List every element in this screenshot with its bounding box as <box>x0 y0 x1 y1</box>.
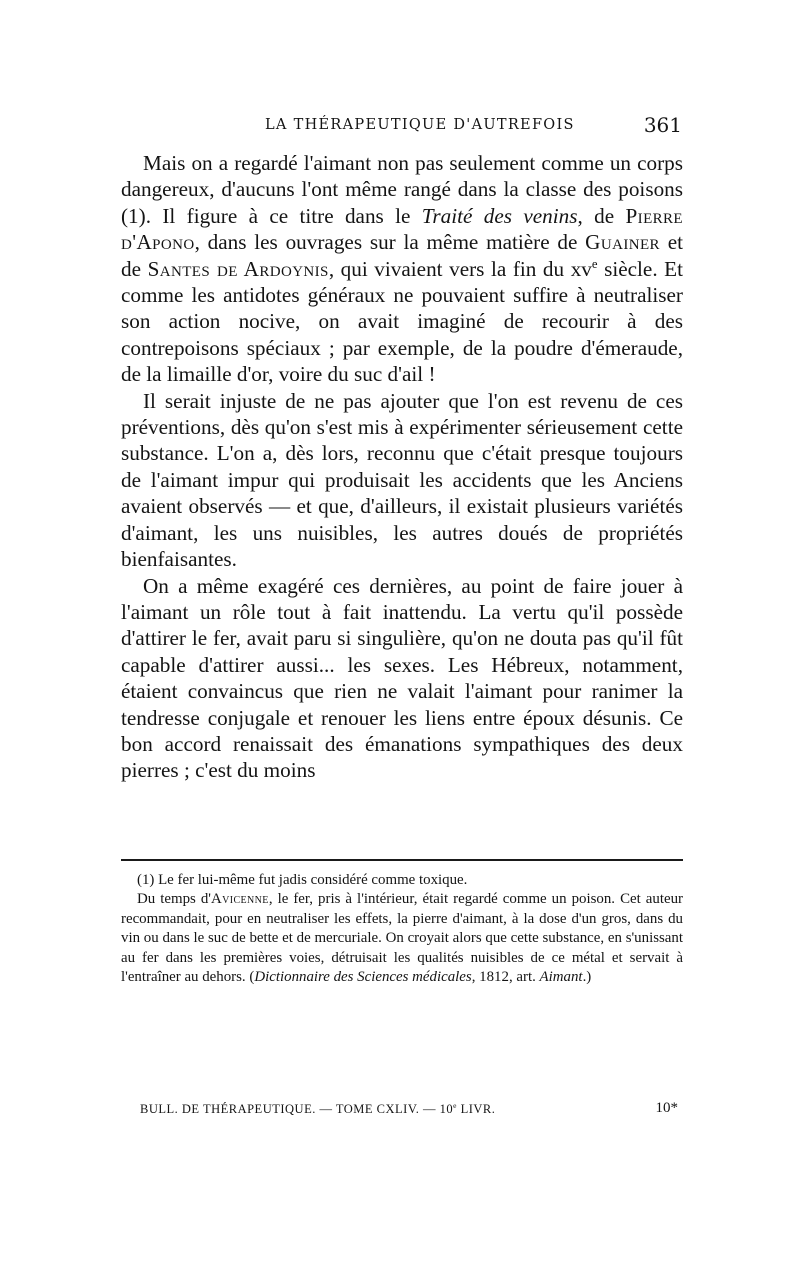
page-footer <box>140 1102 678 1122</box>
paragraph-1 <box>121 150 683 388</box>
footer-livr: LIVR. <box>456 1102 496 1116</box>
footnotes <box>121 871 683 987</box>
page-number: 361 <box>643 113 682 137</box>
running-header <box>140 113 682 139</box>
p1-text-6: siècle. Et comme les antidotes généraux ne pouvaient suffire à neutraliser son action nocive, on avait imaginé de recourir à des contrepoisons spéciaux ; par exemple, de la poudre d'émeraude, de la limaille d'or, voire du suc d'ail ! <box>121 256 684 387</box>
footer-journal: BULL. DE THÉRAPEUTIQUE. — TOME CXLIV. — 10 <box>140 1102 454 1116</box>
p1-text-2: , de <box>577 203 626 228</box>
fn2-text-3: , 1812, art. <box>471 969 540 986</box>
fn2-text-1: Du temps d' <box>137 891 211 908</box>
p1-author-1: Pierre d'Apono <box>121 203 683 255</box>
p1-italic-title: Traité des venins <box>421 203 578 228</box>
fn2-text-4: .) <box>582 969 592 986</box>
footer-sup: e <box>453 1100 457 1110</box>
footnote-1: (1) Le fer lui-même fut jadis considéré comme toxique. <box>137 872 468 888</box>
footnote-rule <box>121 859 683 861</box>
p1-text-3: , dans les ouvrages sur la même matière de <box>194 230 586 255</box>
footnote-2 <box>121 890 683 987</box>
p1-century: xv <box>570 256 592 281</box>
paragraph-2: Il serait injuste de ne pas ajouter que l'on est revenu de ces préventions, dès qu'on s'est mis à expérimenter sérieusement cette substance. L'on a, dès lors, reconnu que c'était presque toujours de l'aimant impur qui produisait les accidents que les Anciens avaient observés — et que, d'ailleurs, il existait plusieurs variétés d'aimant, les uns nuisibles, les autres doués de propriétés bienfaisantes. <box>121 388 683 572</box>
main-text <box>121 150 683 784</box>
p1-text-5: , qui vivaient vers la fin du <box>328 256 571 281</box>
fn2-author: Avicenne <box>210 891 269 908</box>
fn2-text-2: , le fer, pris à l'intérieur, était regardé comme un poison. Cet auteur recommandait, pour en neutraliser les effets, la pierre d'aimant, à la dose d'un gros, dans du vin ou dans le suc de bette et de mercuriale. On croyait alors que cette substance, en s'unissant au fer dans les premières voies, détruisait les qualités nuisibles de ce métal et servait à l'entraîner au dehors. ( <box>121 891 683 986</box>
p1-century-sup: e <box>591 256 598 271</box>
p1-text-1: Mais on a regardé l'aimant non pas seulement comme un corps dangereux, d'aucuns l'ont même rangé dans la classe des poisons (1). Il figure à ce titre dans le <box>121 151 683 228</box>
signature-mark: 10* <box>655 1100 678 1116</box>
paragraph-3: On a même exagéré ces dernières, au point de faire jouer à l'aimant un rôle tout à fait inattendu. La vertu qu'il possède d'attirer le fer, avait paru si singulière, qu'on ne douta pas qu'il fût capable d'attirer aussi... les sexes. Les Hébreux, notamment, étaient convaincus que rien ne valait l'aimant pour ranimer la tendresse conjugale et renouer les liens entre époux désunis. Ce bon accord renaissait des émanations sympathiques des deux pierres ; c'est du moins <box>121 573 683 783</box>
p1-text-4: et de <box>121 230 683 281</box>
running-title: LA THÉRAPEUTIQUE D'AUTREFOIS <box>265 117 575 133</box>
p1-author-3: Santes de Ardoynis <box>147 256 329 281</box>
fn2-italic-entry: Aimant <box>539 969 583 986</box>
p1-author-2: Guainer <box>585 230 660 255</box>
fn2-italic-source: Dictionnaire des Sciences médicales <box>254 969 472 986</box>
